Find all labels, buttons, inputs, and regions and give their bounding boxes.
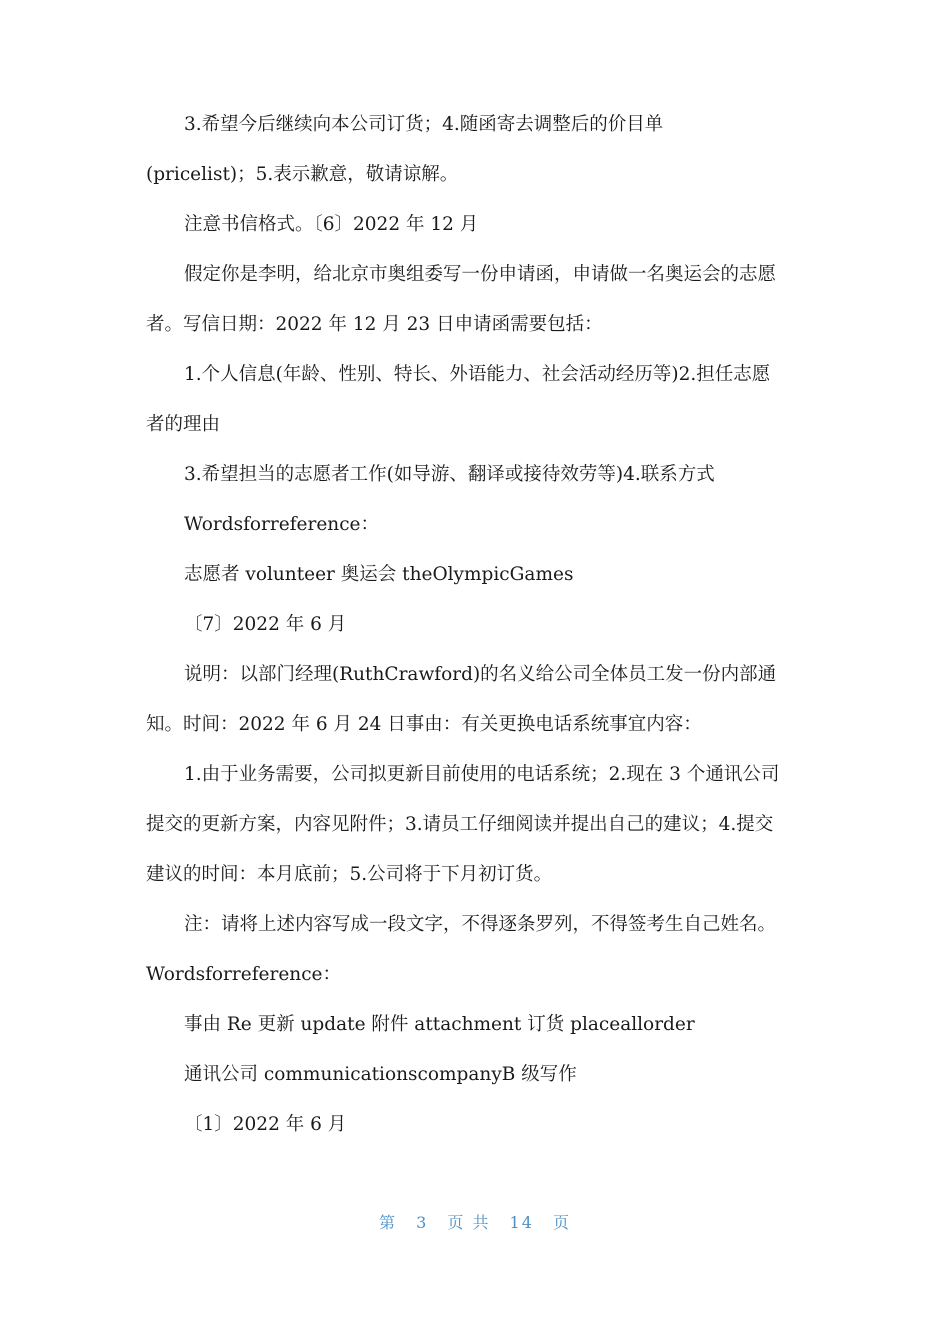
page-footer — [0, 1210, 950, 1233]
text-line: 〔7〕2022 年 6 月 — [184, 614, 347, 635]
text-line: 假定你是李明，给北京市奥组委写一份申请函，申请做一名奥运会的志愿 — [184, 264, 777, 285]
text-line: 志愿者 volunteer 奥运会 theOlympicGames — [184, 564, 574, 585]
page-label-prefix: 第 — [378, 1213, 397, 1232]
page-label-suffix: 页 — [553, 1213, 572, 1232]
text-line: 知。时间：2022 年 6 月 24 日事由：有关更换电话系统事宜内容： — [146, 714, 702, 735]
text-line: 者。写信日期：2022 年 12 月 23 日申请函需要包括： — [146, 314, 603, 335]
text-line: (pricelist)；5.表示歉意，敬请谅解。 — [146, 164, 459, 185]
text-line: 3.希望担当的志愿者工作(如导游、翻译或接待效劳等)4.联系方式 — [184, 464, 715, 485]
text-line: 〔1〕2022 年 6 月 — [184, 1114, 347, 1135]
text-line: 注意书信格式。〔6〕2022 年 12 月 — [184, 214, 479, 235]
page-number: 3 — [416, 1213, 429, 1232]
text-line: Wordsforreference： — [184, 514, 380, 535]
text-line: 1.个人信息(年龄、性别、特长、外语能力、社会活动经历等)2.担任志愿 — [184, 364, 771, 385]
text-line: 事由 Re 更新 update 附件 attachment 订货 placeallorder — [184, 1014, 695, 1035]
page-label-mid: 页 共 — [447, 1213, 491, 1232]
text-line: 3.希望今后继续向本公司订货；4.随函寄去调整后的价目单 — [184, 114, 664, 135]
text-line: 说明：以部门经理(RuthCrawford)的名义给公司全体员工发一份内部通 — [184, 664, 777, 685]
text-line: 者的理由 — [146, 414, 221, 435]
text-line: 提交的更新方案，内容见附件；3.请员工仔细阅读并提出自己的建议；4.提交 — [146, 814, 774, 835]
text-line: 建议的时间：本月底前；5.公司将于下月初订货。 — [146, 864, 553, 885]
text-line: 注：请将上述内容写成一段文字，不得逐条罗列，不得签考生自己姓名。 — [184, 914, 777, 935]
text-line: Wordsforreference： — [146, 964, 342, 985]
document-body — [146, 100, 806, 1150]
text-line: 通讯公司 communicationscompanyB 级写作 — [184, 1064, 577, 1085]
total-pages: 14 — [509, 1213, 534, 1232]
text-line: 1.由于业务需要，公司拟更新目前使用的电话系统；2.现在 3 个通讯公司 — [184, 764, 780, 785]
